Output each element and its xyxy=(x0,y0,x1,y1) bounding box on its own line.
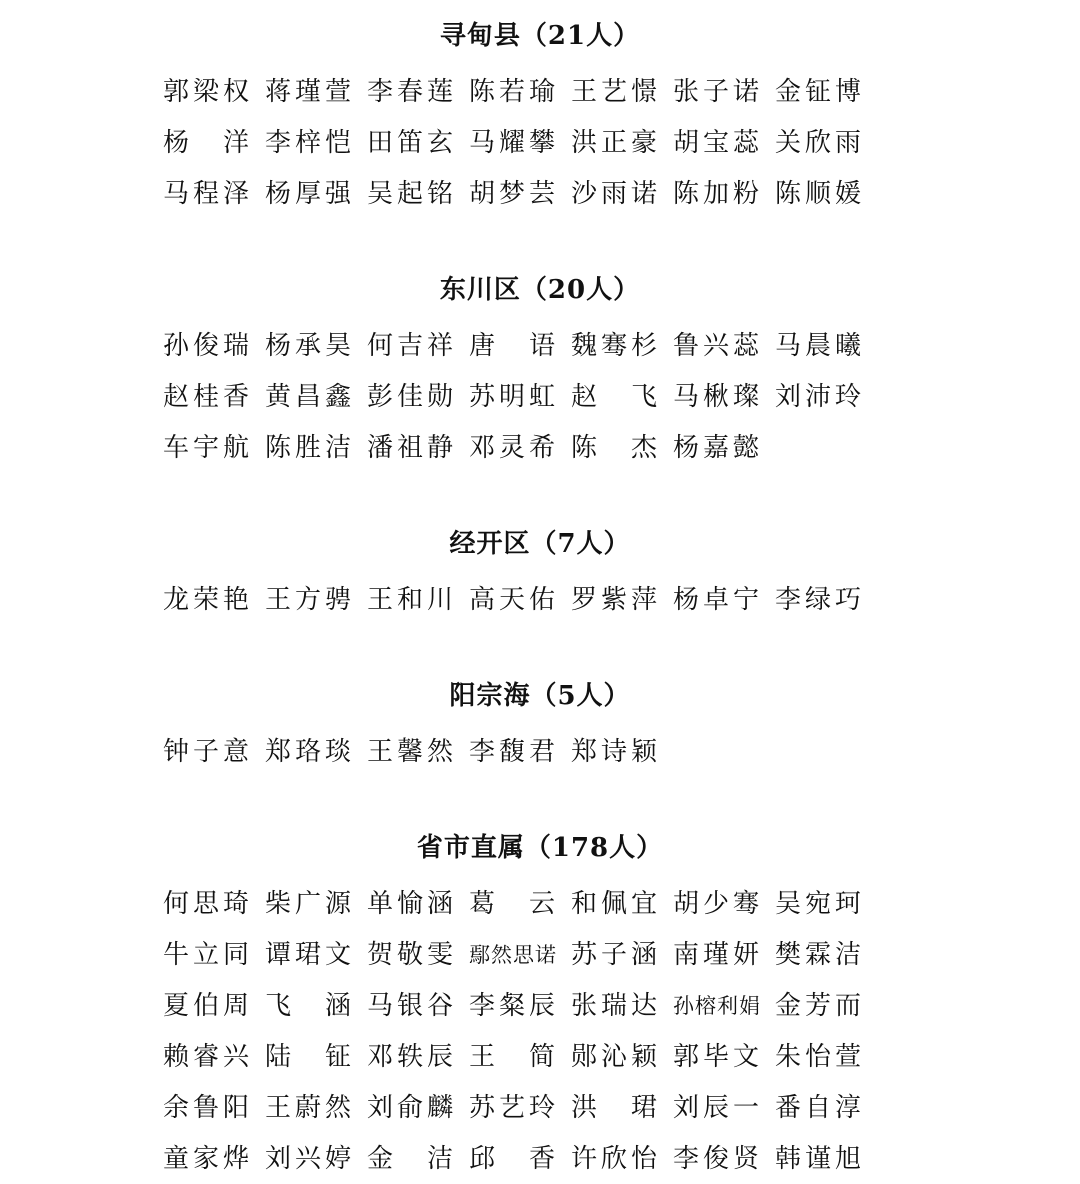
name-item: 田笛玄 xyxy=(367,127,453,158)
name-item: 陈顺媛 xyxy=(775,178,861,209)
name-item: 李粲辰 xyxy=(469,990,555,1021)
name-item: 南瑾妍 xyxy=(673,939,759,970)
name-item: 马银谷 xyxy=(367,990,453,1021)
name-item: 番自淳 xyxy=(775,1092,861,1123)
name-item: 唐 语 xyxy=(469,330,555,361)
section-title: 寻甸县（21人） xyxy=(439,21,641,51)
name-item: 柴广源 xyxy=(265,888,351,919)
name-row xyxy=(163,980,883,1031)
name-item: 何思琦 xyxy=(163,888,249,919)
name-list xyxy=(163,726,883,777)
name-list xyxy=(163,878,883,1184)
name-item: 余鲁阳 xyxy=(163,1092,249,1123)
name-item: 金 洁 xyxy=(367,1143,453,1174)
name-item: 赵 飞 xyxy=(571,381,657,412)
name-row xyxy=(163,929,883,980)
name-item: 吴起铭 xyxy=(367,178,453,209)
name-item: 洪正豪 xyxy=(571,127,657,158)
name-item: 潘祖静 xyxy=(367,432,453,463)
name-item: 飞 涵 xyxy=(265,990,351,1021)
name-item: 车宇航 xyxy=(163,432,249,463)
name-item: 胡少骞 xyxy=(673,888,759,919)
name-item: 陈胜洁 xyxy=(265,432,351,463)
name-item: 单愉涵 xyxy=(367,888,453,919)
name-item: 黄昌鑫 xyxy=(265,381,351,412)
name-row xyxy=(163,1133,883,1184)
name-row xyxy=(163,66,883,117)
name-item: 刘兴婷 xyxy=(265,1143,351,1174)
name-item: 王方骋 xyxy=(265,584,351,615)
name-item: 王 简 xyxy=(469,1041,555,1072)
name-item: 孙榕利娟 xyxy=(673,993,759,1018)
name-item: 赵桂香 xyxy=(163,381,249,412)
name-item: 何吉祥 xyxy=(367,330,453,361)
name-item: 刘辰一 xyxy=(673,1092,759,1123)
name-item: 彭佳勋 xyxy=(367,381,453,412)
name-item: 鄢然思诺 xyxy=(469,942,555,967)
name-row xyxy=(163,1082,883,1133)
name-item: 王蔚然 xyxy=(265,1092,351,1123)
name-list xyxy=(163,574,883,625)
name-item: 陈 杰 xyxy=(571,432,657,463)
name-item: 郑珞琰 xyxy=(265,736,351,767)
name-item: 洪 珺 xyxy=(571,1092,657,1123)
name-item: 苏艺玲 xyxy=(469,1092,555,1123)
section-title: 经开区（7人） xyxy=(449,529,631,559)
name-item: 郧沁颖 xyxy=(571,1041,657,1072)
name-item: 罗紫萍 xyxy=(571,584,657,615)
name-item: 魏骞杉 xyxy=(571,330,657,361)
name-item: 马楸璨 xyxy=(673,381,759,412)
name-item: 杨 洋 xyxy=(163,127,249,158)
name-item: 关欣雨 xyxy=(775,127,861,158)
name-item: 沙雨诺 xyxy=(571,178,657,209)
name-item: 郭毕文 xyxy=(673,1041,759,1072)
name-item: 许欣怡 xyxy=(571,1143,657,1174)
name-item: 刘俞麟 xyxy=(367,1092,453,1123)
name-item: 鲁兴蕊 xyxy=(673,330,759,361)
name-item: 张瑞达 xyxy=(571,990,657,1021)
name-row xyxy=(163,422,883,473)
name-row xyxy=(163,371,883,422)
name-item: 胡梦芸 xyxy=(469,178,555,209)
name-item: 胡宝蕊 xyxy=(673,127,759,158)
name-item: 王和川 xyxy=(367,584,453,615)
name-item: 李绿巧 xyxy=(775,584,861,615)
name-item: 杨厚强 xyxy=(265,178,351,209)
name-item: 邱 香 xyxy=(469,1143,555,1174)
name-item: 钟子意 xyxy=(163,736,249,767)
name-item: 谭珺文 xyxy=(265,939,351,970)
name-item: 杨嘉懿 xyxy=(673,432,759,463)
name-item: 王馨然 xyxy=(367,736,453,767)
name-item: 苏子涵 xyxy=(571,939,657,970)
name-item: 孙俊瑞 xyxy=(163,330,249,361)
name-item: 郭梁权 xyxy=(163,76,249,107)
name-item: 杨承昊 xyxy=(265,330,351,361)
name-row xyxy=(163,168,883,219)
name-item: 马程泽 xyxy=(163,178,249,209)
section-title: 阳宗海（5人） xyxy=(449,681,631,711)
name-item: 邓轶辰 xyxy=(367,1041,453,1072)
section-title: 省市直属（178人） xyxy=(416,833,664,863)
name-item: 童家烨 xyxy=(163,1143,249,1174)
name-row xyxy=(163,726,883,777)
name-item: 牛立同 xyxy=(163,939,249,970)
name-item: 杨卓宁 xyxy=(673,584,759,615)
name-list xyxy=(163,320,883,473)
name-item: 赖睿兴 xyxy=(163,1041,249,1072)
name-item: 夏伯周 xyxy=(163,990,249,1021)
name-item: 韩谨旭 xyxy=(775,1143,861,1174)
name-item: 蒋瑾萱 xyxy=(265,76,351,107)
name-item: 李梓恺 xyxy=(265,127,351,158)
name-item: 王艺憬 xyxy=(571,76,657,107)
name-item: 贺敬雯 xyxy=(367,939,453,970)
name-item: 陈若瑜 xyxy=(469,76,555,107)
name-item: 张子诺 xyxy=(673,76,759,107)
name-item: 陈加粉 xyxy=(673,178,759,209)
name-item: 李俊贤 xyxy=(673,1143,759,1174)
name-item: 朱怡萱 xyxy=(775,1041,861,1072)
name-row xyxy=(163,878,883,929)
name-row xyxy=(163,574,883,625)
name-row xyxy=(163,1031,883,1082)
name-list xyxy=(163,66,883,219)
name-item: 金芳而 xyxy=(775,990,861,1021)
name-item: 龙荣艳 xyxy=(163,584,249,615)
name-item: 马晨曦 xyxy=(775,330,861,361)
name-row xyxy=(163,320,883,371)
name-item: 李春莲 xyxy=(367,76,453,107)
name-item: 樊霖洁 xyxy=(775,939,861,970)
name-item: 刘沛玲 xyxy=(775,381,861,412)
name-item: 郑诗颖 xyxy=(571,736,657,767)
name-item: 陆 钲 xyxy=(265,1041,351,1072)
section-title: 东川区（20人） xyxy=(439,275,641,305)
name-row xyxy=(163,117,883,168)
name-item: 李馥君 xyxy=(469,736,555,767)
name-item: 吴宛珂 xyxy=(775,888,861,919)
name-item: 高天佑 xyxy=(469,584,555,615)
name-item: 苏明虹 xyxy=(469,381,555,412)
name-item: 邓灵希 xyxy=(469,432,555,463)
name-item: 葛 云 xyxy=(469,888,555,919)
name-item: 和佩宜 xyxy=(571,888,657,919)
name-item: 金钲博 xyxy=(775,76,861,107)
name-item: 马耀攀 xyxy=(469,127,555,158)
